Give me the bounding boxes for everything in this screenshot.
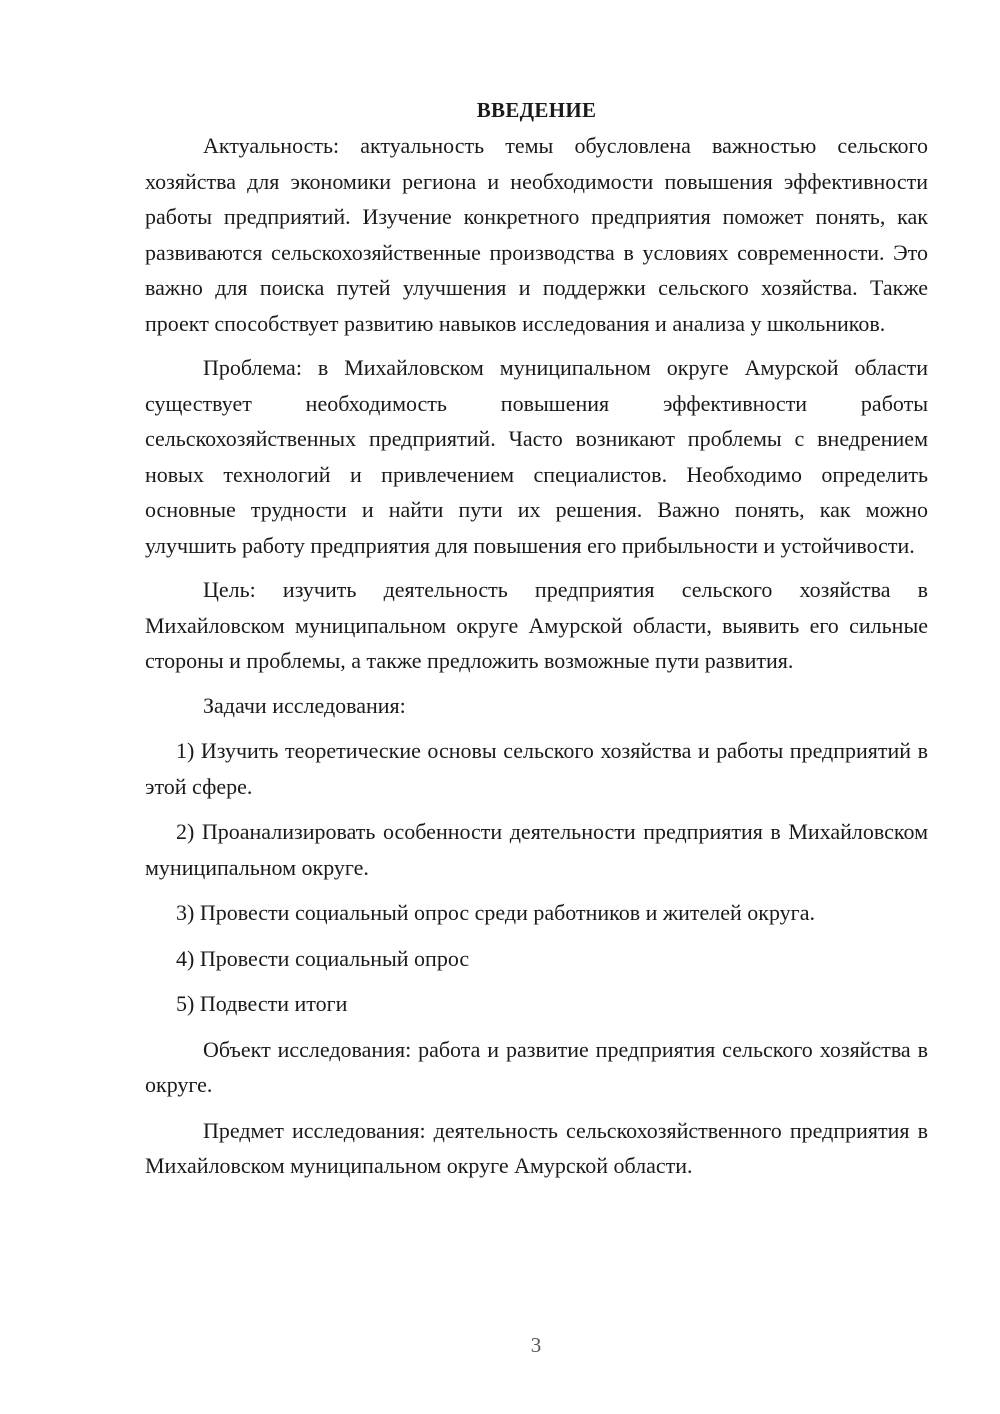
- paragraph-research-object: Объект исследования: работа и развитие предприятия сельского хозяйства в округе.: [145, 1036, 928, 1097]
- task-item-2: 2) Проанализировать особенности деятельности предприятия в Михайловском муниципальном округе.: [145, 819, 928, 880]
- paragraph-goal: Цель: изучить деятельность предприятия сельского хозяйства в Михайловском муниципальном округе Амурской области, выявить его сильные стороны и проблемы, а также предложить возможные пути развития.: [145, 577, 928, 673]
- tasks-list: [145, 733, 928, 1022]
- paragraph-problem: Проблема: в Михайловском муниципальном округе Амурской области существует необходимость повышения эффективности работы сельскохозяйственных предприятий. Часто возникают проблемы с внедрением новых технологий и привлечением специалистов. Необходимо определить основные трудности и найти пути их решения. Важно понять, как можно улучшить работу предприятия для повышения его прибыльности и устойчивости.: [145, 355, 928, 558]
- task-item-1: 1) Изучить теоретические основы сельского хозяйства и работы предприятий в этой сфере.: [145, 738, 928, 799]
- task-item-3: 3) Провести социальный опрос среди работников и жителей округа.: [176, 900, 815, 925]
- task-item-4: 4) Провести социальный опрос: [176, 945, 470, 971]
- paragraph-research-subject: Предмет исследования: деятельность сельскохозяйственного предприятия в Михайловском муниципальном округе Амурской области.: [145, 1117, 928, 1178]
- paragraph-relevance: Актуальность: актуальность темы обусловлена важностью сельского хозяйства для экономики региона и необходимости повышения эффективности работы предприятий. Изучение конкретного предприятия поможет понять, как развиваются сельскохозяйственные производства в условиях современности. Это важно для поиска путей улучшения и поддержки сельского хозяйства. Также проект способствует развитию навыков исследования и анализа у школьников.: [145, 133, 928, 336]
- tasks-heading: Задачи исследования:: [203, 692, 406, 718]
- document-title: ВВЕДЕНИЕ: [476, 98, 597, 122]
- page-number: 3: [530, 1333, 542, 1357]
- document-page: [145, 94, 928, 1184]
- task-item-5: 5) Подвести итоги: [176, 991, 348, 1016]
